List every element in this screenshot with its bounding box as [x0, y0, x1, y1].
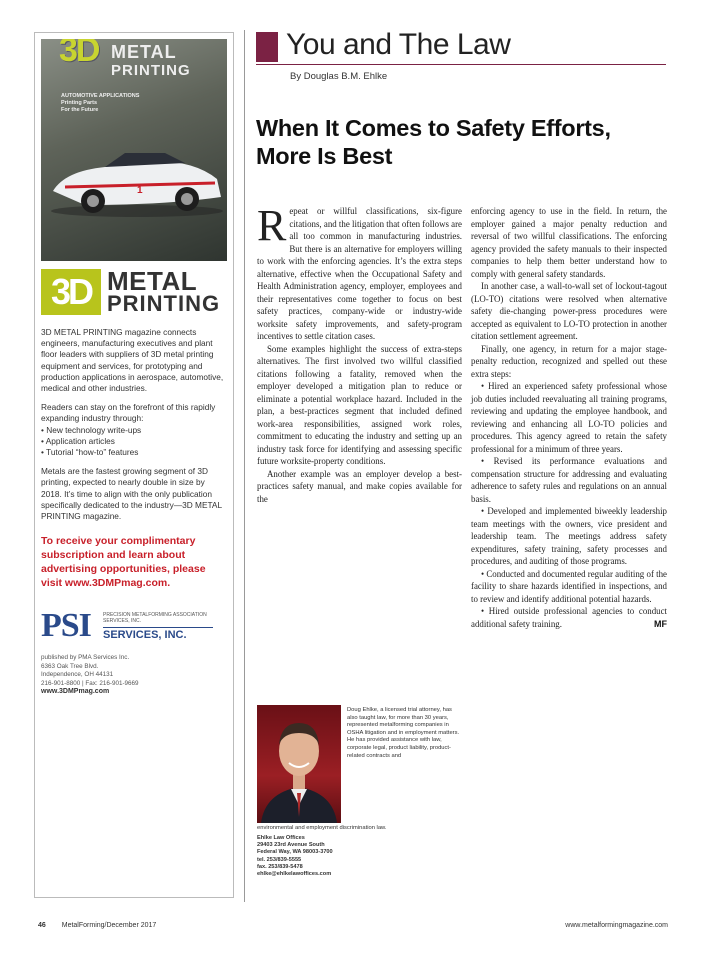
- article-paragraph: • Conducted and documented regular auditing of the facility to share hazards identified in inspections, and to review and identify additional potential hazards.: [471, 568, 667, 604]
- author-photo: [257, 705, 341, 823]
- cover-brand-metal: METAL: [111, 42, 177, 62]
- author-contact: Ehlke Law Offices 29403 23rd Avenue South Federal Way, WA 98003-3700 tel. 253/839-5555 fax. 253/839-5478 ehlke@ehlkelawoffices.com: [257, 835, 467, 878]
- column-title-rule: [256, 64, 666, 65]
- article-column-right: [471, 205, 667, 630]
- article-paragraph: In another case, a wall-to-wall set of lockout-tagout (LO-TO) citations were resolved when alternative safety die-changing power-press procedures were accepted as equivalent to LO-TO protection in another citation settlement agreement.: [471, 281, 667, 341]
- race-car-illustration: [45, 139, 225, 219]
- sidebar-metals-text: Metals are the fastest growing segment of 3D printing, expected to nearly double in size by 2018. It’s time to align with the only publication specifically dedicated to the industry—3D METAL PRINTING magazine.: [41, 466, 222, 522]
- article-paragraph: • Developed and implemented biweekly leadership team meetings with the owners, vice president and leadership team. The meetings address safety expenditures, safety training, safety processes and procedures, and auditing of those programs.: [471, 506, 667, 566]
- list-item: • Application articles: [41, 435, 115, 446]
- article-column-left: [257, 201, 462, 505]
- column-color-marker: [256, 32, 278, 62]
- sidebar-feature-list: [41, 425, 227, 459]
- publisher-website-link[interactable]: www.3DMPmag.com: [41, 688, 110, 696]
- sidebar-intro: 3D METAL PRINTING magazine connects engineers, manufacturing executives and plant floor leaders with suppliers of 3D metal printing equipment and services, for prototyping and production applications in aerospace, automotive, medical and other industries.: [41, 327, 224, 394]
- byline: By Douglas B.M. Ehlke: [290, 71, 388, 82]
- cover-brand-printing: PRINTING: [111, 62, 191, 79]
- sidebar-readers-text: Readers can stay on the forefront of this rapidly expanding industry through:: [41, 402, 216, 424]
- publication-date: MetalForming/December 2017: [61, 922, 157, 929]
- 3d-metal-printing-logo: 3D METAL PRINTING: [41, 269, 227, 319]
- article-paragraph: • Hired outside professional agencies to conduct additional safety training. MF: [471, 606, 667, 629]
- author-email[interactable]: ehlke@ehlkelawoffices.com: [257, 871, 332, 878]
- column-title: You and The Law: [286, 28, 511, 61]
- article-paragraph: Another example was an employer develop a best-practices safety manual, and make copies available for the: [257, 468, 462, 504]
- page-footer-right[interactable]: www.metalformingmagazine.com: [565, 922, 668, 929]
- subscription-call-to-action[interactable]: To receive your complimentary subscription and learn about advertising opportunities, please visit www.3DMPmag.com.: [41, 535, 206, 590]
- cover-brand-3d: 3D: [59, 39, 99, 69]
- author-bio: Doug Ehlke, a licensed trial attorney, has also taught law, for more than 30 years, represented metalforming companies in OSHA litigation and in employment matters. He has provided assistance with law, corporate legal, product liability, product-related contracts and: [347, 707, 460, 759]
- article-paragraph: Some examples highlight the success of extra-steps alternatives. The first involved two willful classified citations following a fatality, removed when the employer developed a mitigation plan to reduce or eliminate a potential workplace hazard. Included in the plan, a best-practices segment that included defined work-area responsibilities, assigned work roles, commitment to educating the industry and setting up an industry task force for identifying and assessing specific future worksite-property conditions.: [257, 343, 462, 466]
- psi-logo: PSI PRECISION METALFORMING ASSOCIATION SERVICES, INC. SERVICES, INC.: [41, 608, 227, 650]
- author-bio-continued: environmental and employment discrimination law.: [257, 825, 387, 831]
- magazine-cover-image: [41, 39, 227, 261]
- sidebar-advertisement: [34, 32, 234, 898]
- author-box: [257, 705, 467, 878]
- svg-text:1: 1: [137, 185, 143, 196]
- article-paragraph: Finally, one agency, in return for a major stage-penalty reduction, recognized and spelled out these extra steps:: [471, 343, 667, 379]
- page-number: 46: [38, 922, 46, 929]
- article-paragraph: • Hired an experienced safety professional whose job duties included reevaluating all training programs, reviewing and updating the employee handbook, and reviewing and enhancing all LO-TO policies and procedures. This agency agreed to retain the safety professional for a minimum of three years.: [471, 381, 667, 454]
- article-headline: When It Comes to Safety Efforts, More Is Best: [256, 115, 611, 169]
- drop-cap: R: [257, 201, 287, 250]
- article-paragraph: enforcing agency to use in the field. In return, the employer gained a major penalty reduction and reversal of two willful classifications. The enforcing agency provided the safety manuals to their inspected companies to help them better understand how to comply with general safety standards.: [471, 206, 667, 279]
- article-paragraph: • Revised its performance evaluations and compensation structure for addressing and evaluating adherence to safety rules and regulations on an annual basis.: [471, 456, 667, 504]
- page-footer-left: [38, 922, 156, 929]
- column-divider: [244, 30, 245, 902]
- list-item: • New technology write-ups: [41, 424, 142, 435]
- author-portrait-illustration: [257, 705, 341, 823]
- end-mark: MF: [654, 618, 667, 629]
- article-paragraph: Repeat or willful classifications, six-figure citations, and the litigation that often follows are all too common in manufacturing industries. But there is an alternative for employers willing to work with the enforcing agencies. It’s the extra steps alternative, effective when the Occupational Safety and Health Administration agency, employer, employees and their representatives come together to focus on best safety practices, company-wide or industry-wide worksite safety improvements, and safety-program incentives to settle citation cases.: [257, 201, 462, 341]
- publisher-info: published by PMA Services Inc. 6363 Oak Tree Blvd. Independence, OH 44131 216-901-8800 | Fax: 216-901-9669 www.3DMPmag.com: [41, 654, 227, 697]
- psi-logo-rule: [103, 627, 213, 628]
- list-item: • Tutorial “how-to” features: [41, 447, 139, 458]
- cover-subtitle: AUTOMOTIVE APPLICATIONS Printing Parts For the Future: [61, 93, 140, 113]
